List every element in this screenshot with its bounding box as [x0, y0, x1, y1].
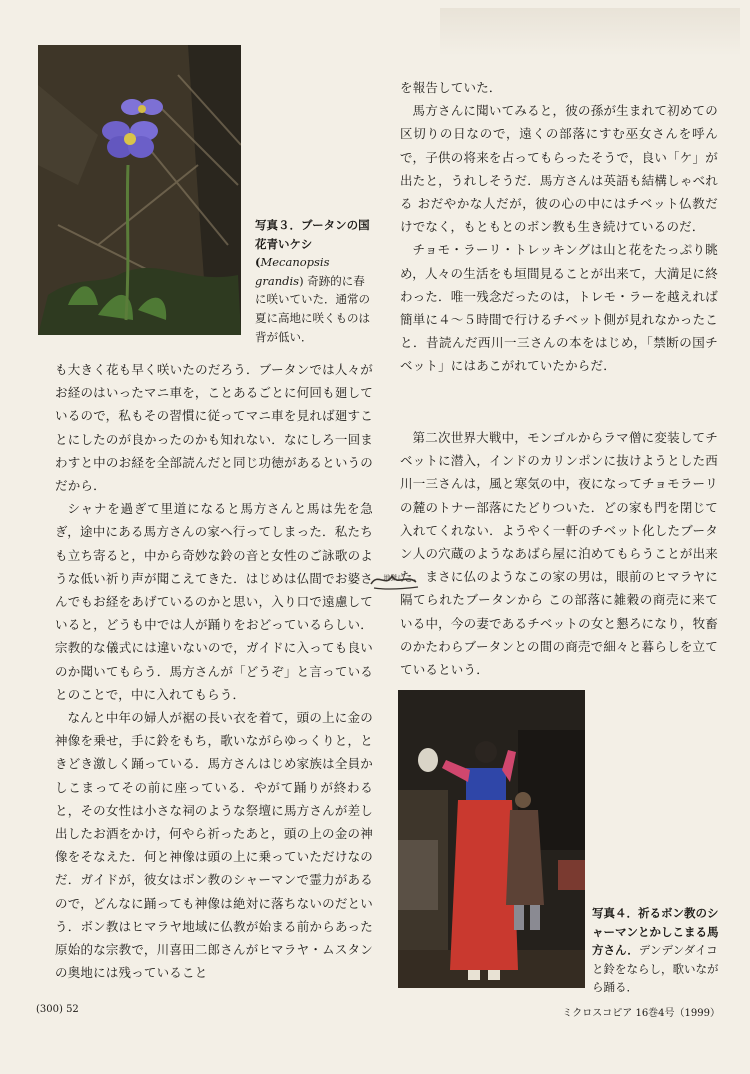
photo1-caption-bold: 写真３．ブータンの国花青いケシ(	[255, 218, 370, 270]
shaman-illustration	[398, 690, 585, 988]
handwritten-annotation	[368, 568, 420, 590]
right-column	[400, 76, 718, 378]
shaman-photo	[398, 690, 585, 988]
left-column	[55, 358, 373, 984]
photo2-caption	[592, 904, 720, 997]
right-paragraph: 第二次世界大戦中，モンゴルからラマ僧に変装してチベットに潜入，インドのカリンポンに抜けようとした西川一三さんは，風と寒気の中，夜になってチョモラーリの麓のトナー部落にたどりついた．どの家も門を閉じて入れてくれない．ようやく一軒のチベット化したブータン人の穴蔵のようなあばら屋に泊めてもらうことが出来た．まさに仏のようなこの家の男は，眼前のヒマラヤに隔てられたブータンから この部落に雑穀の商売に来ている中，今の妻であるチベットの女と懇ろになり，牧畜のかたわらブータンとの間の商売で細々と暮らしを立てているという．	[400, 430, 718, 678]
right-column-continued	[400, 426, 718, 681]
journal-citation: ミクロスコピア 16巻4号（1999）	[562, 1008, 720, 1019]
page-number: (300) 52	[36, 1004, 79, 1015]
right-paragraph: チョモ・ラーリ・トレッキングは山と花をたっぷり眺め，人々の生活をも垣間見ることが出来て，大満足に終わった．唯一残念だったのは，トレモ・ラーを越えれば簡単に４～５時間で行けるチベット側が見れなかったこと．昔読んだ西川一三さんの本をはじめ，「禁断の国チベット」にはあこがれていたからだ．	[400, 242, 718, 374]
right-paragraph: を報告していた．	[400, 80, 502, 95]
blue-poppy-photo	[38, 45, 241, 335]
photo1-caption-species: Mecanopsis grandis	[255, 255, 330, 288]
handwritten-annotation-text: 地獄に	[383, 574, 405, 582]
right-paragraph: 馬方さんに聞いてみると，彼の孫が生まれて初めての区切りの日なので，遠くの部落にすむ巫女さんを呼んで，子供の将来を占ってもらったそうで，良い「ケ」が出たと，うれしそうだ．馬方さんは英語も結構しゃべれる おだやかな人だが，彼の心の中にはチベット仏教だけでなく，もともとのボン教も生き続けているのだ．	[400, 103, 718, 235]
photo1-caption-rest: ) 奇跡的に春に咲いていた．通常の夏に高地に咲くものは背が低い．	[255, 273, 370, 344]
left-paragraph: も大きく花も早く咲いたのだろう．ブータンでは人々がお経のはいったマニ車を，ことあるごとに何回も廻しているので，私もその習慣に従ってマニ車を見れば廻すことにしたのが良かったのかも知れない．なにしろ一回まわすと中のお経を全部読んだと同じ功徳があるというのだから．	[55, 362, 373, 494]
left-paragraph: なんと中年の婦人が裾の長い衣を着て，頭の上に金の神像を乗せ，手に鈴をもち，歌いながらゆっくりと，ときどき激しく踊っている．馬方さんはじめ家族は全員かしこまってその前に座っている．やがて踊りが終わると，その女性は小さな祠のような祭壇に馬方さんが差し出したお酒をかけ，何やら祈ったあと，頭の上の金の神像をそなえた．何と神像は頭の上に乗っていただけなのだ．ガイドが，彼女はボン教のシャーマンで霊力があるので，どんなに踊っても神像は絶対に落ちないのだという．ボン教はヒマラヤ地域に仏教が始まる前からあった原始的な宗教で，川喜田二郎さんがヒマラヤ・ムスタンの奥地には残っていること	[55, 710, 373, 981]
photo1-caption	[255, 216, 375, 346]
left-paragraph: シャナを過ぎて里道になると馬方さんと馬は先を急ぎ，途中にある馬方さんの家へ行ってしまった．私たちも立ち寄ると，中から奇妙な鈴の音と女性のご詠歌のような低い祈り声が聞こえてきた．はじめは仏間でお婆さんでもお経をあげているのかと思い，入り口で遠慮していると，どうも中では人が踊りをおどっているらしい．宗教的な儀式には違いないので，ガイドに入っても良いのか聞いてもらう．馬方さんが「どうぞ」と言っているとのことで，中に入れてもらう．	[55, 501, 373, 702]
photo2-caption-rest: デンデンダイコと鈴をならし，歌いながら踊る．	[592, 943, 719, 995]
bleed-through-heading	[440, 8, 740, 56]
photo2-caption-bold: 写真４．祈るボン教のシャーマンとかしこまる馬方さん．	[592, 906, 719, 958]
blue-poppy-illustration	[38, 45, 241, 335]
